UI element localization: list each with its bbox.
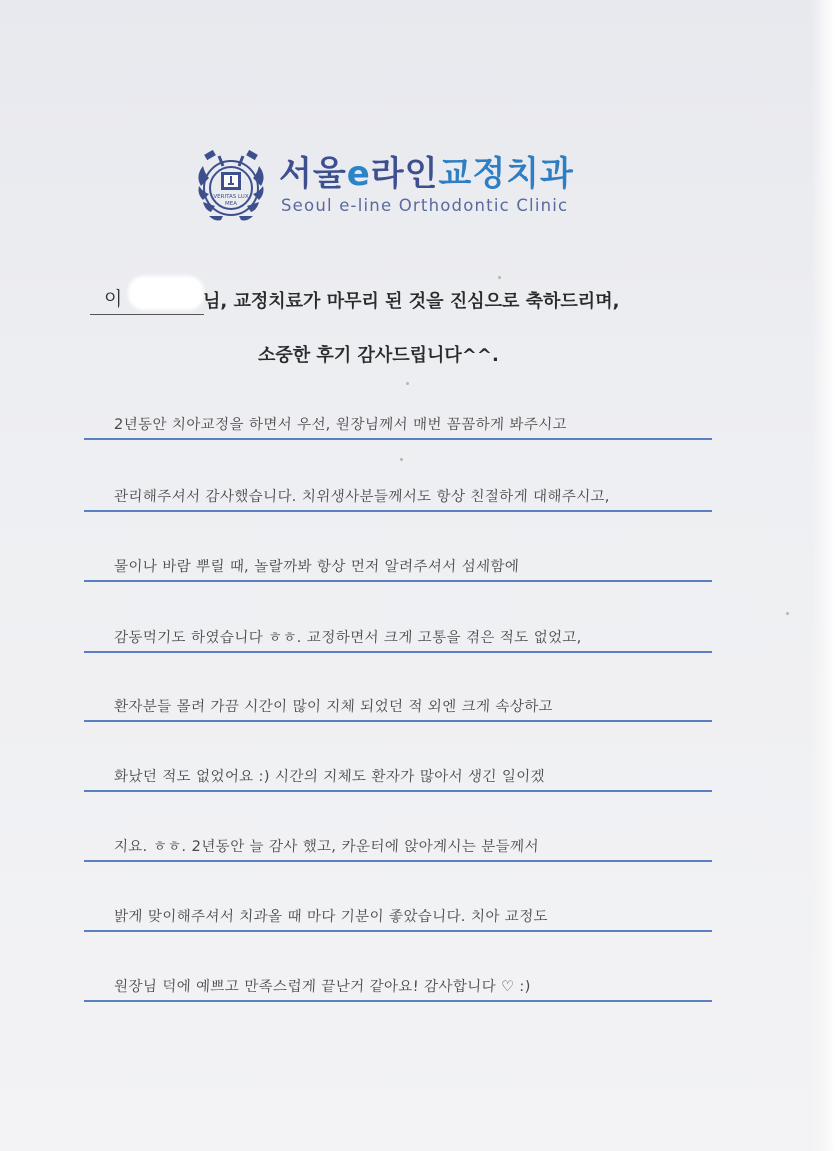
svg-text:MEA: MEA [225, 201, 237, 207]
handwritten-line: 지요. ㅎㅎ. 2년동안 늘 감사 했고, 카운터에 앉아계시는 분들께서 [84, 832, 712, 862]
scan-speck [406, 382, 409, 385]
handwritten-line: 환자분들 몰려 가끔 시간이 많이 지체 되었던 적 외엔 크게 속상하고 [84, 692, 712, 722]
ruled-line [84, 930, 712, 932]
greeting-line-1: 님, 교정치료가 마무리 된 것을 진심으로 축하드리며, [203, 291, 620, 312]
ruled-line [84, 510, 712, 512]
clinic-logo [193, 142, 603, 224]
handwritten-line: 화났던 적도 없었어요 :) 시간의 지체도 환자가 많아서 생긴 일이겠 [84, 762, 712, 792]
ruled-line [84, 651, 712, 653]
ruled-line [84, 438, 712, 440]
name-redaction [128, 276, 204, 310]
clinic-name: 서울e라인교정치과 [279, 154, 574, 194]
svg-text:VERITAS LUX: VERITAS LUX [213, 194, 249, 200]
handwritten-line: 물이나 바람 뿌릴 때, 놀랄까봐 항상 먼저 알려주셔서 섬세함에 [84, 552, 712, 582]
handwritten-line: 감동먹기도 하였습니다 ㅎㅎ. 교정하면서 크게 고통을 겪은 적도 없었고, [84, 623, 712, 653]
handwritten-line: 원장님 덕에 예쁘고 만족스럽게 끝난거 같아요! 감사합니다 ♡ :) [84, 972, 712, 1002]
scan-speck [498, 276, 501, 279]
name-underline [90, 314, 204, 315]
scan-edge [811, 0, 835, 1151]
clinic-emblem-icon [193, 148, 269, 224]
ruled-line [84, 720, 712, 722]
handwritten-line: 2년동안 치아교정을 하면서 우선, 원장님께서 매번 꼼꼼하게 봐주시고 [84, 410, 712, 440]
ruled-line [84, 790, 712, 792]
clinic-name-english: Seoul e-line Orthodontic Clinic [281, 196, 569, 215]
greeting-line-2: 소중한 후기 감사드립니다^^. [258, 345, 499, 366]
ruled-line [84, 580, 712, 582]
handwritten-line: 밝게 맞이해주셔서 치과올 때 마다 기분이 좋았습니다. 치아 교정도 [84, 902, 712, 932]
ruled-line [84, 1000, 712, 1002]
scan-speck [400, 458, 403, 461]
scan-speck [786, 612, 789, 615]
patient-name-initial: 이 [104, 288, 123, 310]
ruled-line [84, 860, 712, 862]
handwritten-line: 관리해주셔서 감사했습니다. 치위생사분들께서도 항상 친절하게 대해주시고, [84, 482, 712, 512]
